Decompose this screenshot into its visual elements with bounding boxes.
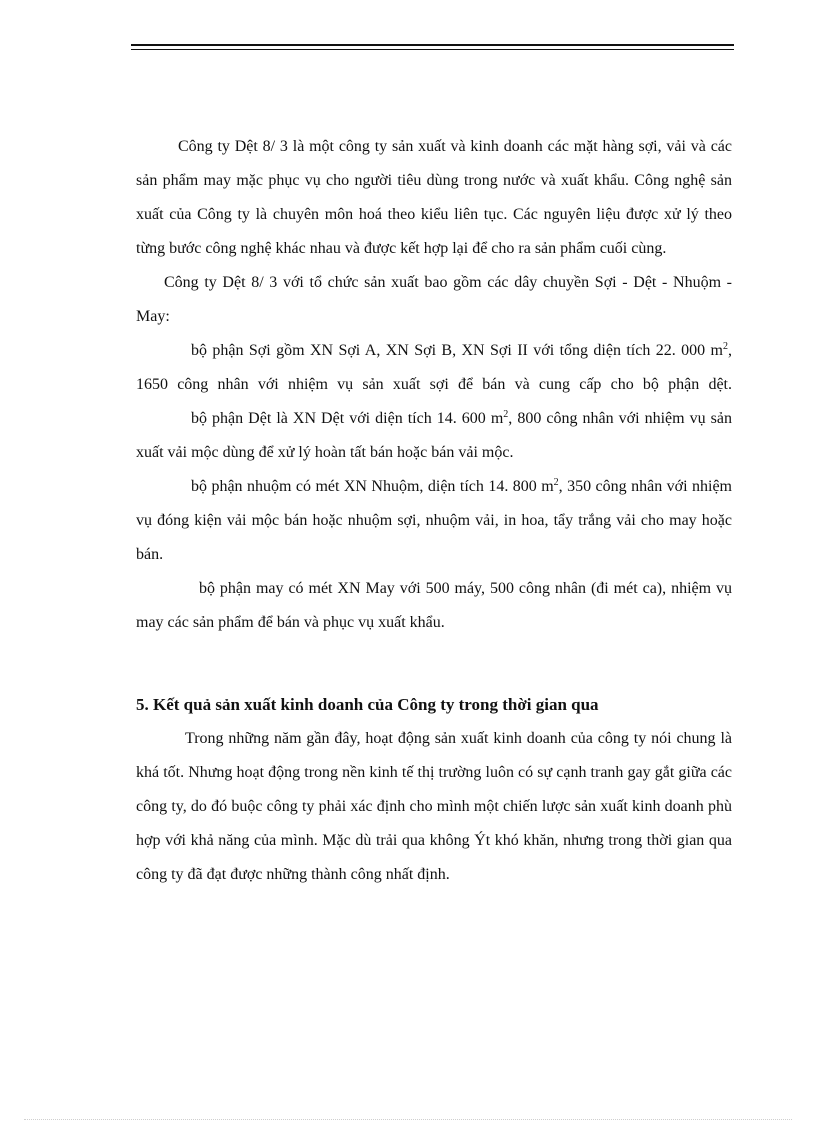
paragraph-company-intro: Công ty Dệt 8/ 3 là một công ty sản xuất và kinh doanh các mặt hàng sợi, vải và các sản phẩm may mặc phục vụ cho người tiêu dùng trong nước và xuất khẩu. Công nghệ sản xuất của Công ty là chuyên môn hoá theo kiểu liên tục. Các nguyên liệu được xử lý theo từng bước công nghệ khác nhau và được kết hợp lại để cho ra sản phẩm cuối cùng. bbox=[136, 138, 732, 257]
paragraph-weaving-dept bbox=[136, 402, 732, 470]
header-rule bbox=[131, 44, 734, 46]
paragraph-spinning-dept bbox=[136, 334, 732, 402]
header-rule-thin bbox=[131, 49, 734, 50]
spinning-unit-sup: 2 bbox=[723, 341, 728, 352]
document-body bbox=[136, 130, 732, 892]
paragraph-production-lines: Công ty Dệt 8/ 3 với tổ chức sản xuất bao gồm các dây chuyền Sợi - Dệt - Nhuộm - May: bbox=[136, 274, 732, 325]
page-bottom-border bbox=[24, 1119, 792, 1120]
section-heading: 5. Kết quả sản xuất kinh doanh của Công ty trong thời gian qua bbox=[136, 695, 599, 714]
dyeing-unit-sup: 2 bbox=[553, 477, 559, 488]
paragraph-dyeing-dept bbox=[136, 470, 732, 572]
paragraph-garment-dept: bộ phận may có mét XN May với 500 máy, 500 công nhân (đi mét ca), nhiệm vụ may các sản phẩm để bán và phục vụ xuất khẩu. bbox=[136, 580, 732, 631]
weaving-text-a: bộ phận Dệt là XN Dệt với diện tích 14. 600 m bbox=[191, 410, 504, 427]
weaving-unit-sup: 2 bbox=[503, 409, 509, 420]
dyeing-text-b: , 350 công nhân với nhiệm vụ đóng kiện vải mộc bán hoặc nhuộm sợi, nhuộm vải, in hoa, tẩy trắng vải cho may hoặc bán. bbox=[136, 478, 732, 563]
dyeing-text-a: bộ phận nhuộm có mét XN Nhuộm, diện tích 14. 800 m bbox=[191, 478, 554, 495]
spinning-text-a: bộ phận Sợi gồm XN Sợi A, XN Sợi B, XN Sợi II với tổng diện tích 22. 000 m bbox=[191, 342, 723, 359]
paragraph-business-results: Trong những năm gần đây, hoạt động sản xuất kinh doanh của công ty nói chung là khá tốt. Nhưng hoạt động trong nền kinh tế thị trường luôn có sự cạnh tranh gay gắt giữa các công ty, do đó buộc công ty phải xác định cho mình một chiến lược sản xuất kinh doanh phù hợp với khả năng của mình. Mặc dù trải qua không Ýt khó khăn, nhưng trong thời gian qua công ty đã đạt được những thành công nhất định. bbox=[136, 730, 732, 883]
weaving-text-b: , 800 công nhân với nhiệm vụ sản xuất vải mộc dùng để xử lý hoàn tất bán hoặc bán vải mộc. bbox=[136, 410, 732, 461]
spinning-text-b: , 1650 công nhân với nhiệm vụ sản xuất sợi để bán và cung cấp cho bộ phận dệt. bbox=[136, 342, 732, 393]
